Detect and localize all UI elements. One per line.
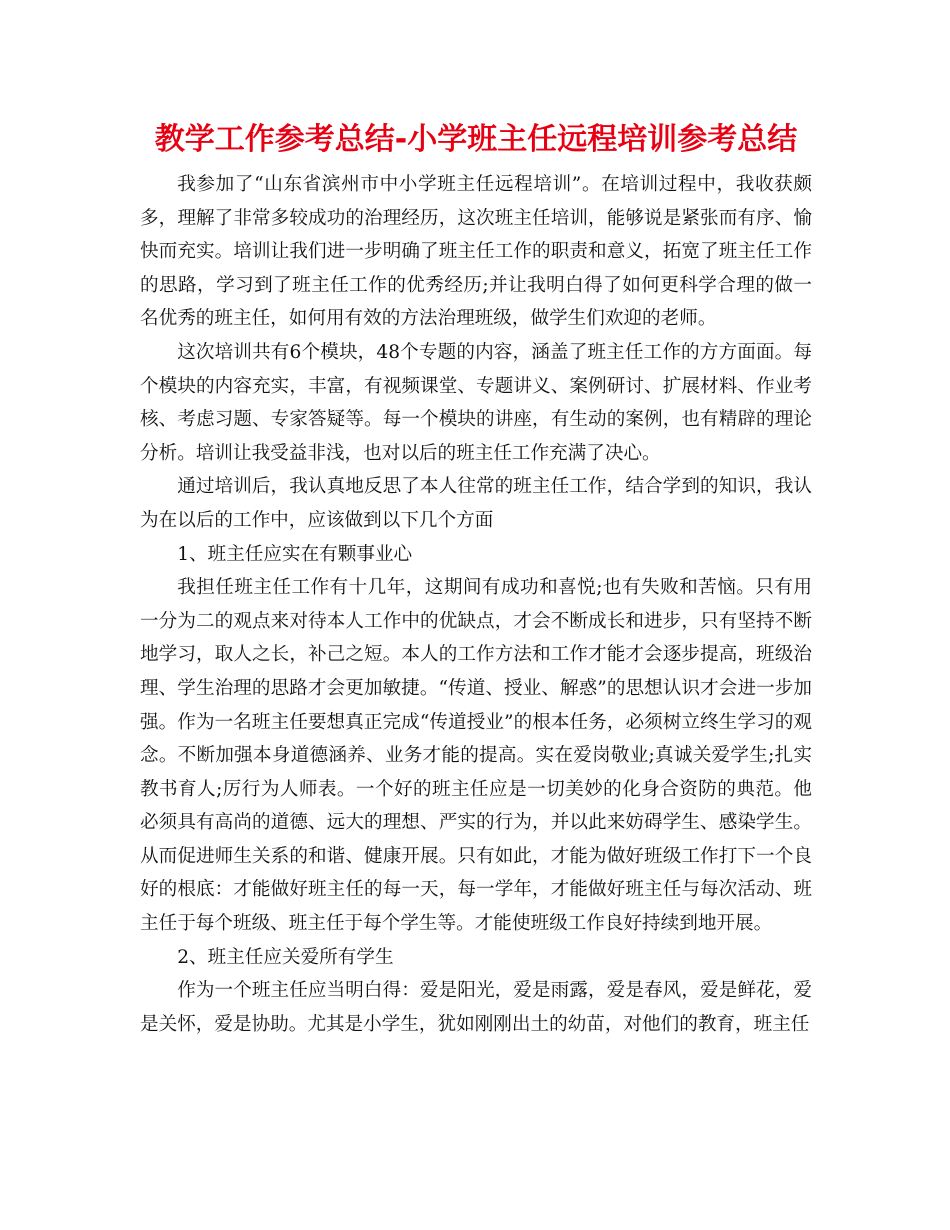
paragraph-section-1: 我担任班主任工作有十几年，这期间有成功和喜悦;也有失败和苦恼。只有用一分为二的观点来对待本人工作中的优缺点，才会不断成长和进步，只有坚持不断地学习，取人之长，补己之短。本人的工作方法和工作才能才会逐步提高，班级治理、学生治理的思路才会更加敏捷。“传道、授业、解惑”的思想认识才会进一步加强。作为一名班主任要想真正完成“传道授业”的根本任务，必须树立终生学习的观念。不断加强本身道德涵养、业务才能的提高。实在爱岗敬业;真诚关爱学生;扎实教书育人;厉行为人师表。一个好的班主任应是一切美妙的化身合资防的典范。他必须具有高尚的道德、远大的理想、严实的行为，并以此来妨碍学生、感染学生。从而促进师生关系的和谐、健康开展。只有如此，才能为做好班级工作打下一个良好的根底：才能做好班主任的每一天，每一学年，才能做好班主任与每次活动、班主任于每个班级、班主任于每个学生等。才能使班级工作良好持续到地开展。 (140, 577, 812, 935)
paragraph-reflection: 通过培训后，我认真地反思了本人往常的班主任工作，结合学到的知识，我认为在以后的工作中，应该做到以下几个方面 (140, 476, 812, 531)
section-heading-2: 2、班主任应关爱所有学生 (177, 946, 394, 968)
document-title: 教学工作参考总结-小学班主任远程培训参考总结 (154, 122, 798, 157)
paragraph-intro: 我参加了“山东省滨州市中小学班主任远程培训”。在培训过程中，我收获颇多，理解了非常多较成功的治理经历，这次班主任培训，能够说是紧张而有序、愉快而充实。培训让我们进一步明确了班主任工作的职责和意义，拓宽了班主任工作的思路，学习到了班主任工作的优秀经历;并让我明白得了如何更科学合理的做一名优秀的班主任，如何用有效的方法治理班级，做学生们欢迎的老师。 (140, 174, 812, 330)
paragraph-modules: 这次培训共有6个模块，48个专题的内容，涵盖了班主任工作的方方面面。每个模块的内容充实，丰富，有视频课堂、专题讲义、案例研讨、扩展材料、作业考核、考虑习题、专家答疑等。每一个模块的讲座，有生动的案例，也有精辟的理论分析。培训让我受益非浅，也对以后的班主任工作充满了决心。 (140, 341, 812, 464)
document-page (140, 118, 812, 1041)
section-heading-1: 1、班主任应实在有颗事业心 (177, 543, 413, 565)
paragraph-section-2: 作为一个班主任应当明白得：爱是阳光，爱是雨露，爱是春风，爱是鲜花，爱是关怀，爱是协助。尤其是小学生，犹如刚刚出土的幼苗，对他们的教育，班主任 (140, 980, 812, 1035)
